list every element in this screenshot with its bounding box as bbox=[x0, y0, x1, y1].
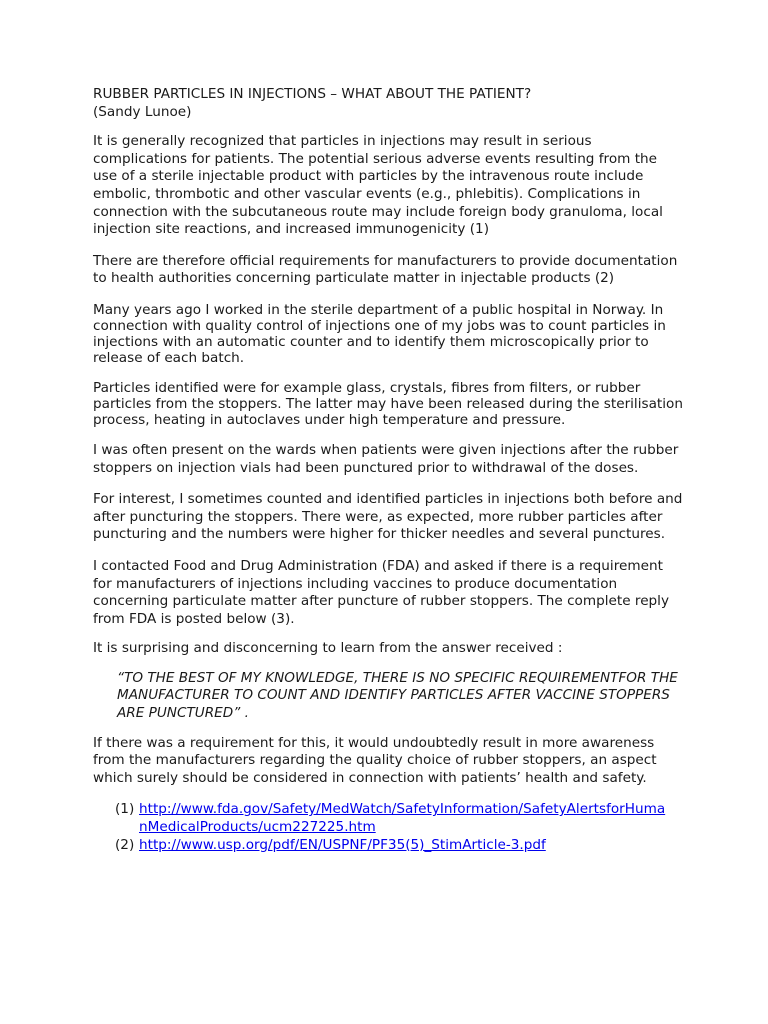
closing-paragraph: If there was a requirement for this, it would undoubtedly result in more awareness from the manufacturers regarding the quality choice of rubber stoppers, an aspect which surely should be considered in connection with patients’ health and safety. bbox=[93, 734, 657, 786]
paragraph-5: I was often present on the wards when patients were given injections after the rubber stoppers on injection vials had been punctured prior to withdrawal of the doses. bbox=[93, 441, 679, 476]
reference-link-usp[interactable]: http://www.usp.org/pdf/EN/USPNF/PF35(5)_StimArticle-3.pdf bbox=[139, 836, 546, 853]
reference-link-fda[interactable]: http://www.fda.gov/Safety/MedWatch/SafetyInformation/SafetyAlertsforHumanMedicalProducts/ucm227225.htm bbox=[139, 801, 666, 836]
fda-quote: “TO THE BEST OF MY KNOWLEDGE, THERE IS NO SPECIFIC REQUIREMENTFOR THE MANUFACTURER TO COUNT AND IDENTIFY PARTICLES AFTER VACCINE STOPPERS ARE PUNCTURED” . bbox=[117, 669, 678, 722]
paragraph-2: There are therefore official requirements for manufacturers to provide documentation to health authorities concerning particulate matter in injectable products (2) bbox=[93, 252, 678, 287]
document-title: RUBBER PARTICLES IN INJECTIONS – WHAT ABOUT THE PATIENT? bbox=[93, 86, 532, 102]
paragraph-7: I contacted Food and Drug Administration (FDA) and asked if there is a requirement for manufacturers of injections including vaccines to produce documentation concerning particulate matter after puncture of rubber stoppers. The complete reply from FDA is posted below (3). bbox=[93, 557, 670, 627]
reference-number: (1) bbox=[115, 801, 135, 818]
document-author: (Sandy Lunoe) bbox=[93, 103, 192, 120]
reference-item bbox=[115, 801, 683, 836]
document-page bbox=[93, 86, 683, 854]
paragraph-6: For interest, I sometimes counted and identified particles in injections both before and after puncturing the stoppers. There were, as expected, more rubber particles after puncturing and the numbers were higher for thicker needles and several punctures. bbox=[93, 491, 683, 543]
paragraph-1: It is generally recognized that particles in injections may result in serious complications for patients. The potential serious adverse events resulting from the use of a sterile injectable product with particles by the intravenous route include embolic, thrombotic and other vascular events (e.g., phlebitis). Complications in connection with the subcutaneous route may include foreign body granuloma, local injection site reactions, and increased immunogenicity (1) bbox=[93, 133, 663, 238]
paragraph-4: Particles identified were for example glass, crystals, fibres from filters, or rubber particles from the stoppers. The latter may have been released during the sterilisation process, heating in autoclaves under high temperature and pressure. bbox=[93, 379, 683, 428]
paragraph-3: Many years ago I worked in the sterile department of a public hospital in Norway. In connection with quality control of injections one of my jobs was to count particles in injections with an automatic counter and to identify them microscopically prior to release of each batch. bbox=[93, 301, 666, 366]
paragraph-8: It is surprising and disconcerning to learn from the answer received : bbox=[93, 640, 563, 657]
reference-list bbox=[93, 801, 683, 854]
reference-item bbox=[115, 837, 683, 855]
reference-number: (2) bbox=[115, 836, 135, 853]
